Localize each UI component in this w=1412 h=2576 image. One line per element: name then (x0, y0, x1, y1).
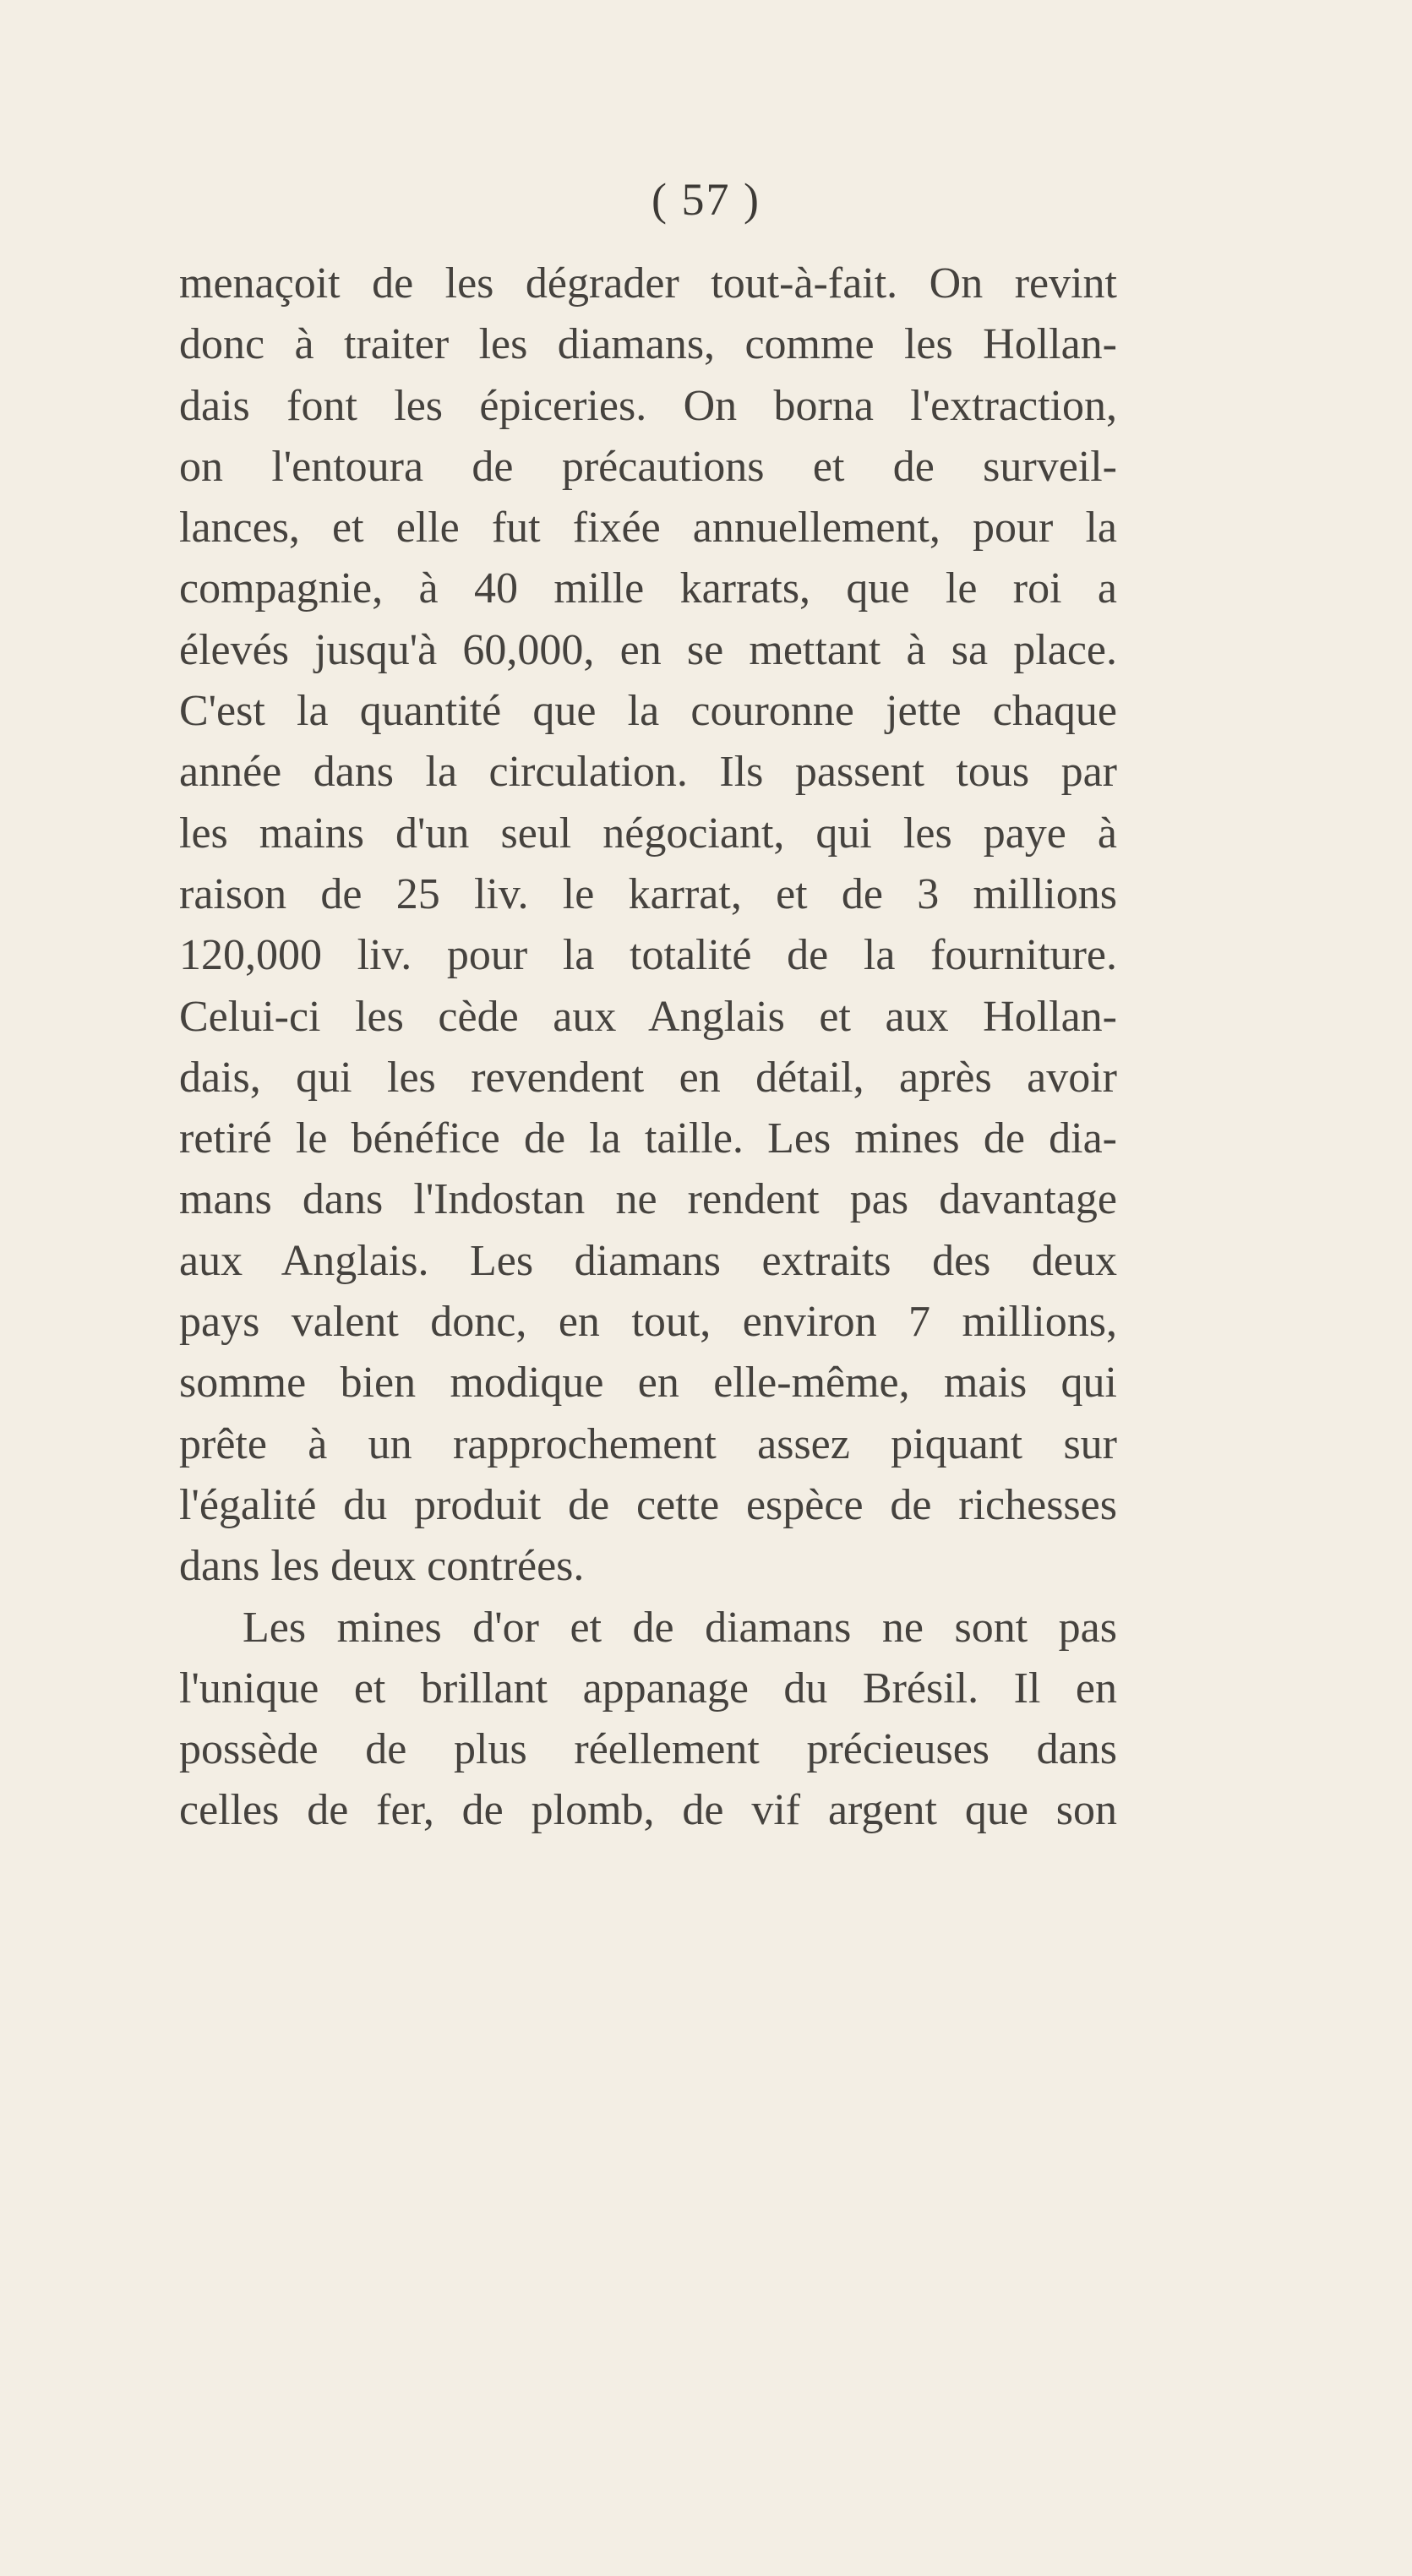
text-line: possède de plus réellement précieuses dans (179, 1725, 1117, 1774)
text-line: Celui-ci les cède aux Anglais et aux Hollan- (179, 992, 1117, 1041)
text-line: les mains d'un seul négociant, qui les paye à (179, 809, 1117, 858)
text-line: 120,000 liv. pour la totalité de la fourniture. (179, 931, 1117, 980)
text-line: année dans la circulation. Ils passent tous par (179, 748, 1117, 797)
body-text (179, 253, 1117, 1842)
text-line: compagnie, à 40 mille karrats, que le roi a (179, 564, 1117, 613)
text-line: élevés jusqu'à 60,000, en se mettant à sa place. (179, 625, 1117, 674)
text-line: aux Anglais. Les diamans extraits des deux (179, 1236, 1117, 1285)
text-line: somme bien modique en elle-même, mais qui (179, 1359, 1117, 1408)
text-line: raison de 25 liv. le karrat, et de 3 millions (179, 869, 1117, 918)
text-line: dais font les épiceries. On borna l'extraction, (179, 381, 1117, 430)
text-line: dans les deux contrées. (179, 1542, 585, 1591)
text-line: retiré le bénéfice de la taille. Les mines de dia- (179, 1114, 1117, 1163)
text-line: celles de fer, de plomb, de vif argent que son (179, 1786, 1117, 1835)
text-line: donc à traiter les diamans, comme les Hollan- (179, 320, 1117, 369)
text-line: menaçoit de les dégrader tout-à-fait. On revint (179, 259, 1117, 308)
text-line: l'unique et brillant appanage du Brésil. Il en (179, 1664, 1117, 1713)
text-line: dais, qui les revendent en détail, après avoir (179, 1053, 1117, 1102)
text-line: pays valent donc, en tout, environ 7 millions, (179, 1298, 1117, 1347)
text-line: prête à un rapprochement assez piquant sur (179, 1419, 1117, 1468)
text-line: C'est la quantité que la couronne jette chaque (179, 687, 1117, 736)
text-line: mans dans l'Indostan ne rendent pas davantage (179, 1175, 1117, 1224)
text-line: Les mines d'or et de diamans ne sont pas (243, 1603, 1117, 1652)
text-line: l'égalité du produit de cette espèce de richesses (179, 1480, 1117, 1529)
text-line: lances, et elle fut fixée annuellement, pour la (179, 504, 1117, 553)
text-line: on l'entoura de précautions et de surveil- (179, 442, 1117, 491)
page-number: ( 57 ) (651, 174, 761, 225)
